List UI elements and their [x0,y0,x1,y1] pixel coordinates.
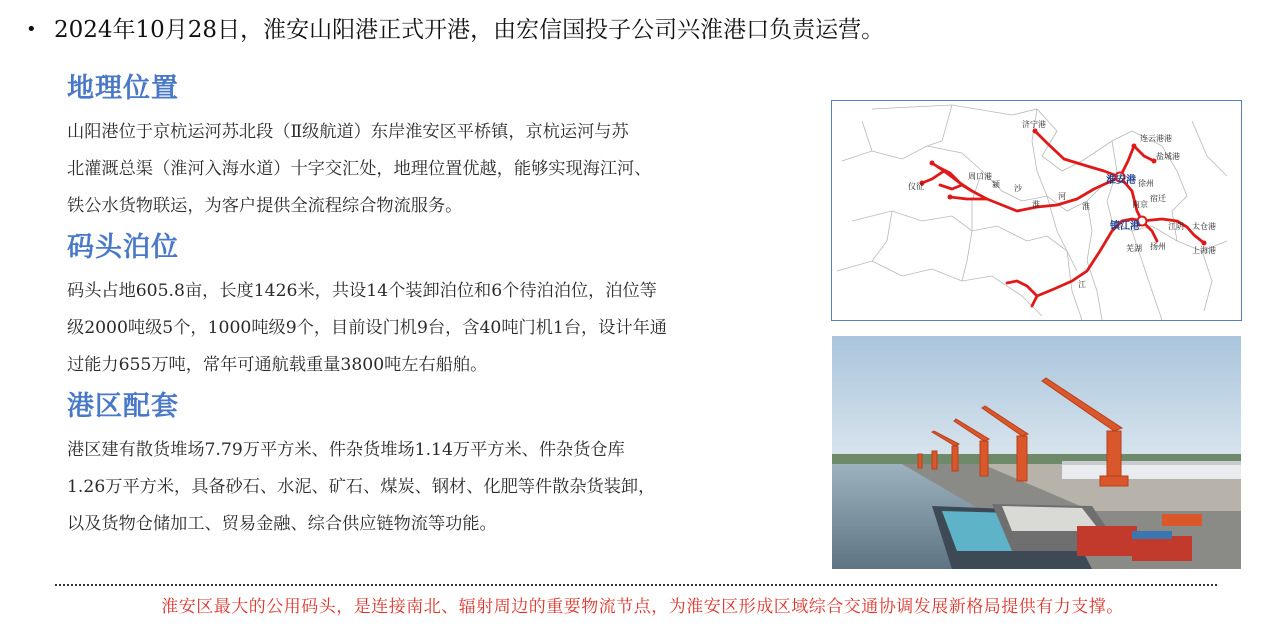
section-title-location: 地理位置 [67,73,179,104]
footer-divider [55,584,1217,586]
map-label-ying: 颍 [992,180,1000,189]
port-marker [1132,144,1137,149]
map-label-huaian: 淮安港 [1106,175,1136,186]
section-title-facilities: 港区配套 [67,391,179,422]
port-photo [832,336,1241,569]
section-title-berths: 码头泊位 [67,232,179,263]
map-label-wuhu: 芜湖 [1126,244,1142,253]
body-line: 港区建有散货堆场7.79万平方米、件杂货堆场1.14万平方米、件杂货仓库 [67,440,625,460]
section-body-facilities [67,432,757,543]
body-line: 以及货物仓储加工、贸易金融、综合供应链物流等功能。 [67,514,497,534]
port-marker [1202,241,1207,246]
map-label-shaying: 沙 [1014,184,1022,193]
body-line: 级2000吨级5个，1000吨级9个，目前设门机9台，含40吨门机1台，设计年通 [67,318,667,338]
port-marker [1033,129,1038,134]
route-map [831,100,1242,321]
map-label-jining: 济宁港 [1022,120,1046,129]
map-label-nanjing: 南京 [1132,200,1148,209]
map-label-huai: 淮 [1032,200,1040,209]
map-label-suqian: 宿迁 [1150,194,1166,203]
bullet-icon: • [26,19,37,40]
body-line: 1.26万平方米，具备砂石、水泥、矿石、煤炭、钢材、化肥等件散杂货装卸， [67,477,656,497]
route-map-svg [832,101,1241,320]
headline-text: 2024年10月28日，淮安山阳港正式开港，由宏信国投子公司兴淮港口负责运营。 [54,17,885,43]
map-label-lianyungang: 连云港港 [1140,134,1172,143]
body-line: 铁公水货物联运，为客户提供全流程综合物流服务。 [67,196,463,216]
map-label-yangzhou: 扬州 [1150,242,1166,251]
port-photo-svg [832,336,1241,569]
map-label-xuzhou: 徐州 [1138,179,1154,188]
body-line: 过能力655万吨，常年可通航载重量3800吨左右船舶。 [67,355,488,375]
body-line: 山阳港位于京杭运河苏北段（Ⅱ级航道）东岸淮安区平桥镇，京杭运河与苏 [67,122,629,142]
section-body-berths [67,273,757,384]
map-label-yancheng: 盐城港 [1156,152,1180,161]
map-label-yizheng: 仪征 [908,182,924,191]
map-label-huaihe-extra: 淮 [1082,202,1090,211]
map-label-jiang: 江 [1078,280,1086,289]
map-label-he: 河 [1058,192,1066,201]
port-marker [948,195,953,200]
map-label-zhenjiang: 镇江港 [1110,221,1140,232]
map-label-jiangyin: 江阴 [1168,222,1184,231]
map-label-taicang: 太仓港 [1192,222,1216,231]
port-marker [930,161,935,166]
map-label-shanghai: 上海港 [1192,246,1216,255]
map-label-zhoukou: 周口港 [968,172,992,181]
port-markers [920,129,1207,246]
body-line: 北灌溉总渠（淮河入海水道）十字交汇处，地理位置优越，能够实现海江河、 [67,159,652,179]
footer-note: 淮安区最大的公用码头，是连接南北、辐射周边的重要物流节点，为淮安区形成区域综合交通协调发展新格局提供有力支撑。 [161,597,1124,617]
headline [26,14,1256,46]
section-body-location [67,114,757,225]
body-line: 码头占地605.8亩，长度1426米，共设14个装卸泊位和6个待泊泊位，泊位等 [67,281,657,301]
